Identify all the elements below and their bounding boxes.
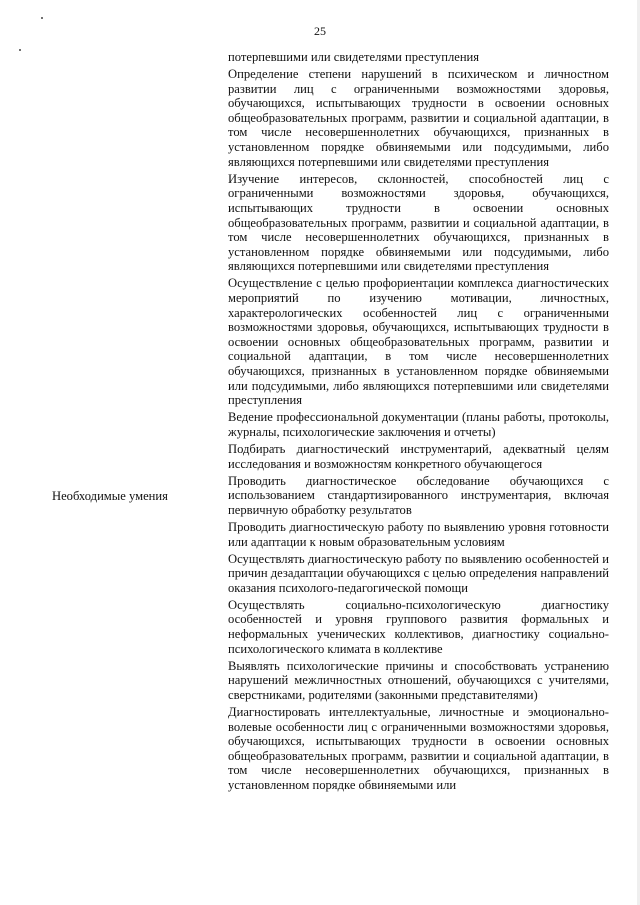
labor-action-item: Изучение интересов, склонностей, способностей лиц с ограниченными возможностями здоровья, обучающихся, испытывающих трудности в освоении основных общеобразовательных программ, развитии и социальной адаптации, в том числе несовершеннолетних обучающихся, признанных в установленном порядке обвиняемыми или подсудимыми, либо являющихся потерпевшими или свидетелями преступления: [228, 171, 609, 274]
skill-item: Проводить диагностическую работу по выявлению уровня готовности или адаптации к новым образовательным условиям: [228, 519, 609, 549]
labor-action-item: Определение степени нарушений в психическом и личностном развитии лиц с ограниченными возможностями здоровья, обучающихся, испытывающих трудности в освоении основных общеобразовательных программ, развитии и социальной адаптации, в том числе несовершеннолетних обучающихся, признанных в установленном порядке обвиняемыми или подсудимыми, либо являющихся потерпевшими или свидетелями преступления: [228, 67, 609, 169]
page-number: 25: [314, 24, 326, 38]
scan-speck: [41, 17, 43, 19]
skill-item: Диагностировать интеллектуальные, личностные и эмоционально-волевые особенности лиц с ограниченными возможностями здоровья, обучающихся, испытывающих трудности в освоении основных общеобразовательных программ, развитии и социальной адаптации, в том числе несовершеннолетних обучающихся, признанных в установленном порядке обвиняемыми или: [228, 705, 609, 792]
knowledge-continuation: потерпевшими или свидетелями преступления: [228, 50, 480, 64]
labor-action-item: Осуществление с целью профориентации комплекса диагностических мероприятий по изучению мотивации, личностных, характерологических особенностей лиц с ограниченными возможностями здоровья, обучающихся, испытывающих трудности в освоении основных общеобразовательных программ, развитии и социальной адаптации, в том числе несовершеннолетних обучающихся, признанных в установленном порядке обвиняемыми или подсудимыми, либо являющихся потерпевшими или свидетелями преступления: [228, 276, 609, 408]
scan-speck: [19, 49, 21, 51]
skill-item: Выявлять психологические причины и способствовать устранению нарушений межличностных отношений, обучающихся с учителями, сверстниками, родителями (законными представителями): [228, 658, 609, 702]
skill-item: Осуществлять диагностическую работу по выявлению особенностей и причин дезадаптации обучающихся с целью определения направлений оказания психолого-педагогической помощи: [228, 551, 609, 595]
requirements-column: [228, 50, 609, 793]
skill-item: Проводить диагностическое обследование обучающихся с использованием стандартизированного инструментария, включая первичную обработку результатов: [228, 473, 609, 517]
skills-label: Необходимые умения: [52, 489, 168, 503]
skill-item: Подбирать диагностический инструментарий, адекватный целям исследования и возможностям конкретного обучающегося: [228, 441, 609, 471]
labor-action-item: Ведение профессиональной документации (планы работы, протоколы, журналы, психологические заключения и отчеты): [228, 410, 609, 439]
skill-item: Осуществлять социально-психологическую диагностику особенностей и уровня группового развития формальных и неформальных ученических коллективов, диагностику социально-психологического климата в коллективе: [228, 597, 609, 656]
